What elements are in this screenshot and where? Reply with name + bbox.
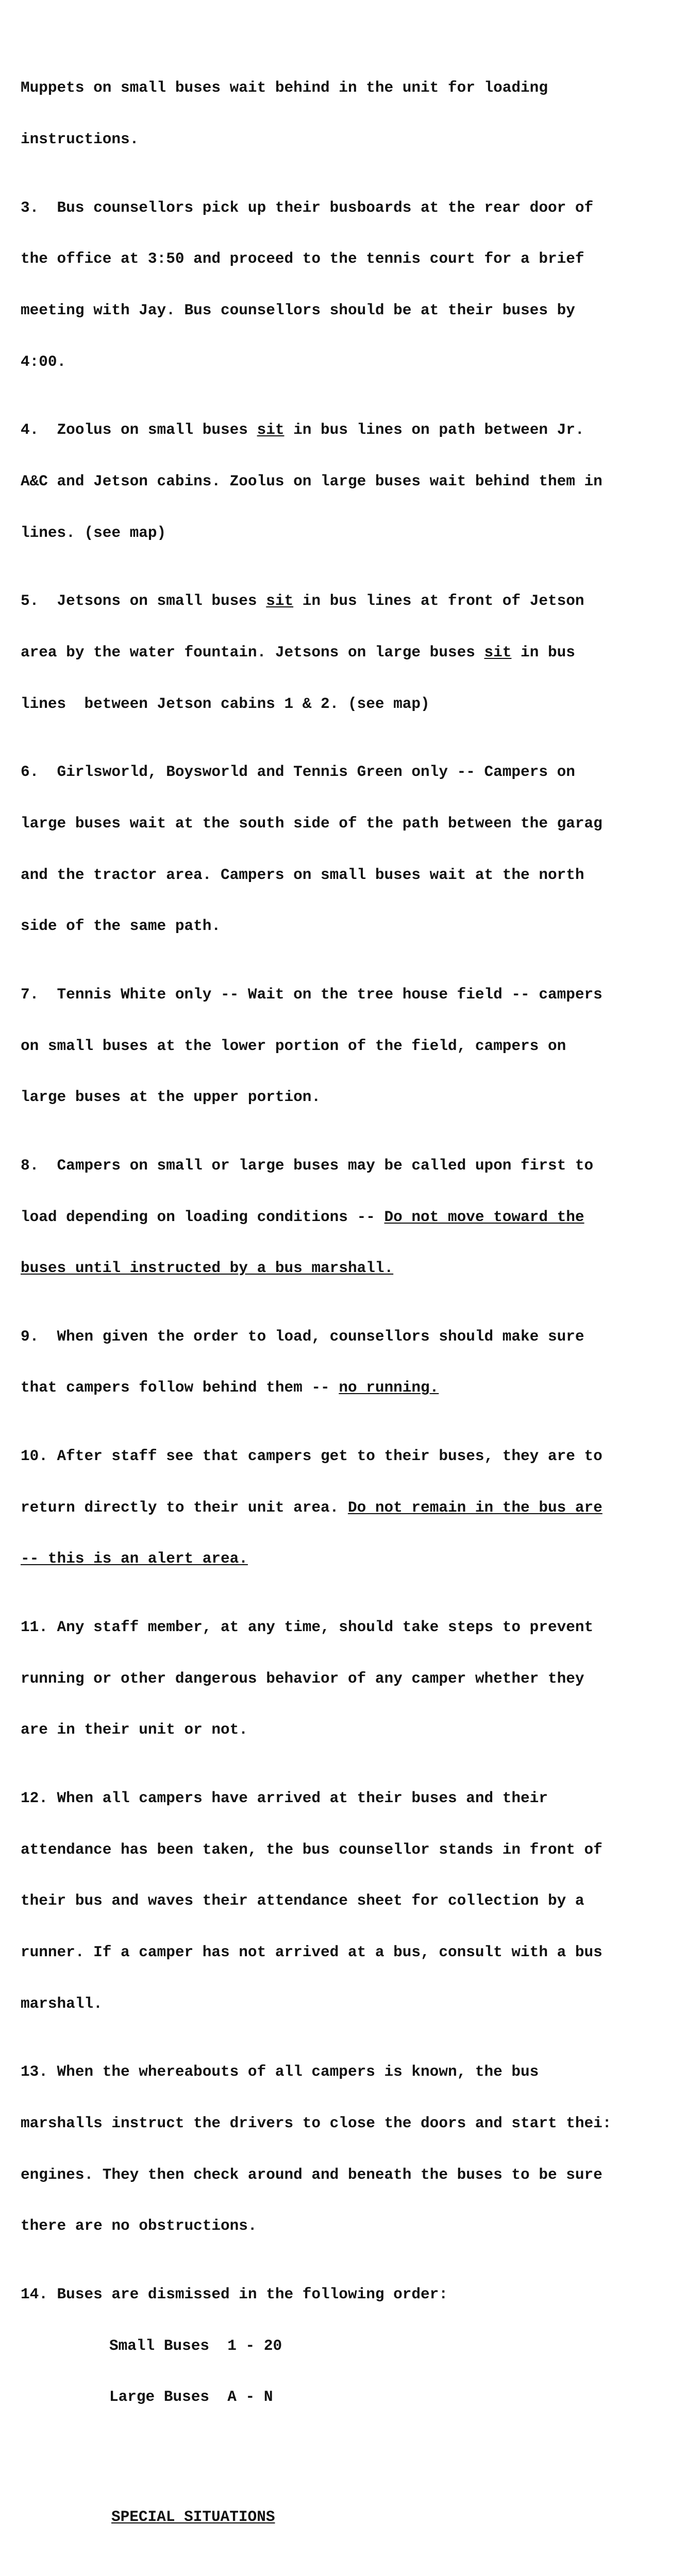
item-9-line-2 bbox=[21, 1379, 686, 1396]
item-4-underlined-sit: sit bbox=[257, 421, 285, 439]
item-5-text-a: 5. Jetsons on small buses bbox=[21, 592, 266, 610]
document-page bbox=[21, 45, 686, 2576]
item-4-line-3: lines. (see map) bbox=[21, 524, 166, 541]
item-6-line-3: and the tractor area. Campers on small buses wait at the north bbox=[21, 866, 584, 884]
item-3-line-1: 3. Bus counsellors pick up their busboards at the rear door of bbox=[21, 199, 594, 216]
item-10-line-1: 10. After staff see that campers get to their buses, they are to bbox=[21, 1448, 603, 1465]
item-6-line-1: 6. Girlsworld, Boysworld and Tennis Green only -- Campers on bbox=[21, 764, 575, 781]
item-10-text-a: return directly to their unit area. bbox=[21, 1499, 348, 1516]
intro-line-2: instructions. bbox=[21, 131, 139, 148]
item-6-line-4: side of the same path. bbox=[21, 918, 221, 935]
spacer bbox=[21, 2457, 686, 2474]
item-6-line-2: large buses wait at the south side of the path between the garag bbox=[21, 815, 603, 832]
item-5-line-1 bbox=[21, 592, 686, 609]
item-10-line-2 bbox=[21, 1499, 686, 1516]
item-7-line-1: 7. Tennis White only -- Wait on the tree house field -- campers bbox=[21, 986, 603, 1003]
item-9-text-a: that campers follow behind them -- bbox=[21, 1379, 339, 1397]
item-7-line-2: on small buses at the lower portion of the field, campers on bbox=[21, 1037, 566, 1055]
item-3-line-4: 4:00. bbox=[21, 353, 66, 370]
item-8-line-3 bbox=[21, 1260, 686, 1277]
item-14-line-1: 14. Buses are dismissed in the following order: bbox=[21, 2286, 448, 2303]
item-5-line-2-underlined-sit: sit bbox=[484, 643, 512, 661]
intro-line-1: Muppets on small buses wait behind in the unit for loading bbox=[21, 79, 548, 97]
item-12-line-5: marshall. bbox=[21, 1995, 103, 2012]
item-4-text-b: in bus lines on path between Jr. bbox=[284, 421, 584, 439]
item-8-line-2 bbox=[21, 1209, 686, 1226]
item-11-line-3: are in their unit or not. bbox=[21, 1721, 248, 1739]
item-5-line-2-text-a: area by the water fountain. Jetsons on large buses bbox=[21, 643, 484, 661]
spacer bbox=[21, 2560, 686, 2576]
item-5-line-2-text-b: in bus bbox=[511, 643, 575, 661]
item-8-line-1: 8. Campers on small or large buses may be called upon first to bbox=[21, 1157, 594, 1174]
item-4-line-2: A&C and Jetson cabins. Zoolus on large buses wait behind them in bbox=[21, 472, 603, 490]
item-11-line-1: 11. Any staff member, at any time, should take steps to prevent bbox=[21, 1619, 594, 1636]
item-8-text-a: load depending on loading conditions -- bbox=[21, 1208, 384, 1226]
item-13-line-2: marshalls instruct the drivers to close the doors and start thei: bbox=[21, 2115, 612, 2132]
order-large-buses: Large Buses A - N bbox=[109, 2388, 273, 2406]
item-9-line-1: 9. When given the order to load, counsellors should make sure bbox=[21, 1328, 584, 1345]
item-12-line-2: attendance has been taken, the bus counsellor stands in front of bbox=[21, 1841, 603, 1858]
item-5-underlined-sit: sit bbox=[266, 592, 294, 610]
item-8-underlined-b: buses until instructed by a bus marshall. bbox=[21, 1260, 394, 1277]
item-5-line-3: lines between Jetson cabins 1 & 2. (see map) bbox=[21, 695, 430, 713]
section-heading bbox=[21, 2509, 686, 2526]
item-5-text-b: in bus lines at front of Jetson bbox=[293, 592, 584, 610]
item-12-line-3: their bus and waves their attendance sheet for collection by a bbox=[21, 1892, 584, 1910]
item-12-line-4: runner. If a camper has not arrived at a bus, consult with a bus bbox=[21, 1944, 603, 1961]
item-13-line-3: engines. They then check around and beneath the buses to be sure bbox=[21, 2166, 603, 2183]
order-small-buses: Small Buses 1 - 20 bbox=[109, 2337, 282, 2354]
item-3-line-2: the office at 3:50 and proceed to the tennis court for a brief bbox=[21, 250, 584, 268]
item-10-underlined-a: Do not remain in the bus are bbox=[347, 1499, 603, 1516]
item-8-underlined-a: Do not move toward the bbox=[384, 1208, 584, 1226]
item-5-line-2 bbox=[21, 644, 686, 661]
item-4-line-1 bbox=[21, 421, 686, 438]
item-9-underlined: no running. bbox=[339, 1379, 439, 1397]
item-3-line-3: meeting with Jay. Bus counsellors should be at their buses by bbox=[21, 301, 575, 319]
special-situations-heading: SPECIAL SITUATIONS bbox=[111, 2508, 275, 2526]
item-11-line-2: running or other dangerous behavior of any camper whether they bbox=[21, 1670, 584, 1687]
item-10-underlined-b: -- this is an alert area. bbox=[21, 1550, 248, 1568]
item-13-line-1: 13. When the whereabouts of all campers is known, the bus bbox=[21, 2063, 539, 2081]
item-10-line-3 bbox=[21, 1550, 686, 1567]
item-12-line-1: 12. When all campers have arrived at their buses and their bbox=[21, 1790, 548, 1807]
item-13-line-4: there are no obstructions. bbox=[21, 2217, 257, 2235]
item-4-text-a: 4. Zoolus on small buses bbox=[21, 421, 257, 439]
item-7-line-3: large buses at the upper portion. bbox=[21, 1089, 321, 1106]
